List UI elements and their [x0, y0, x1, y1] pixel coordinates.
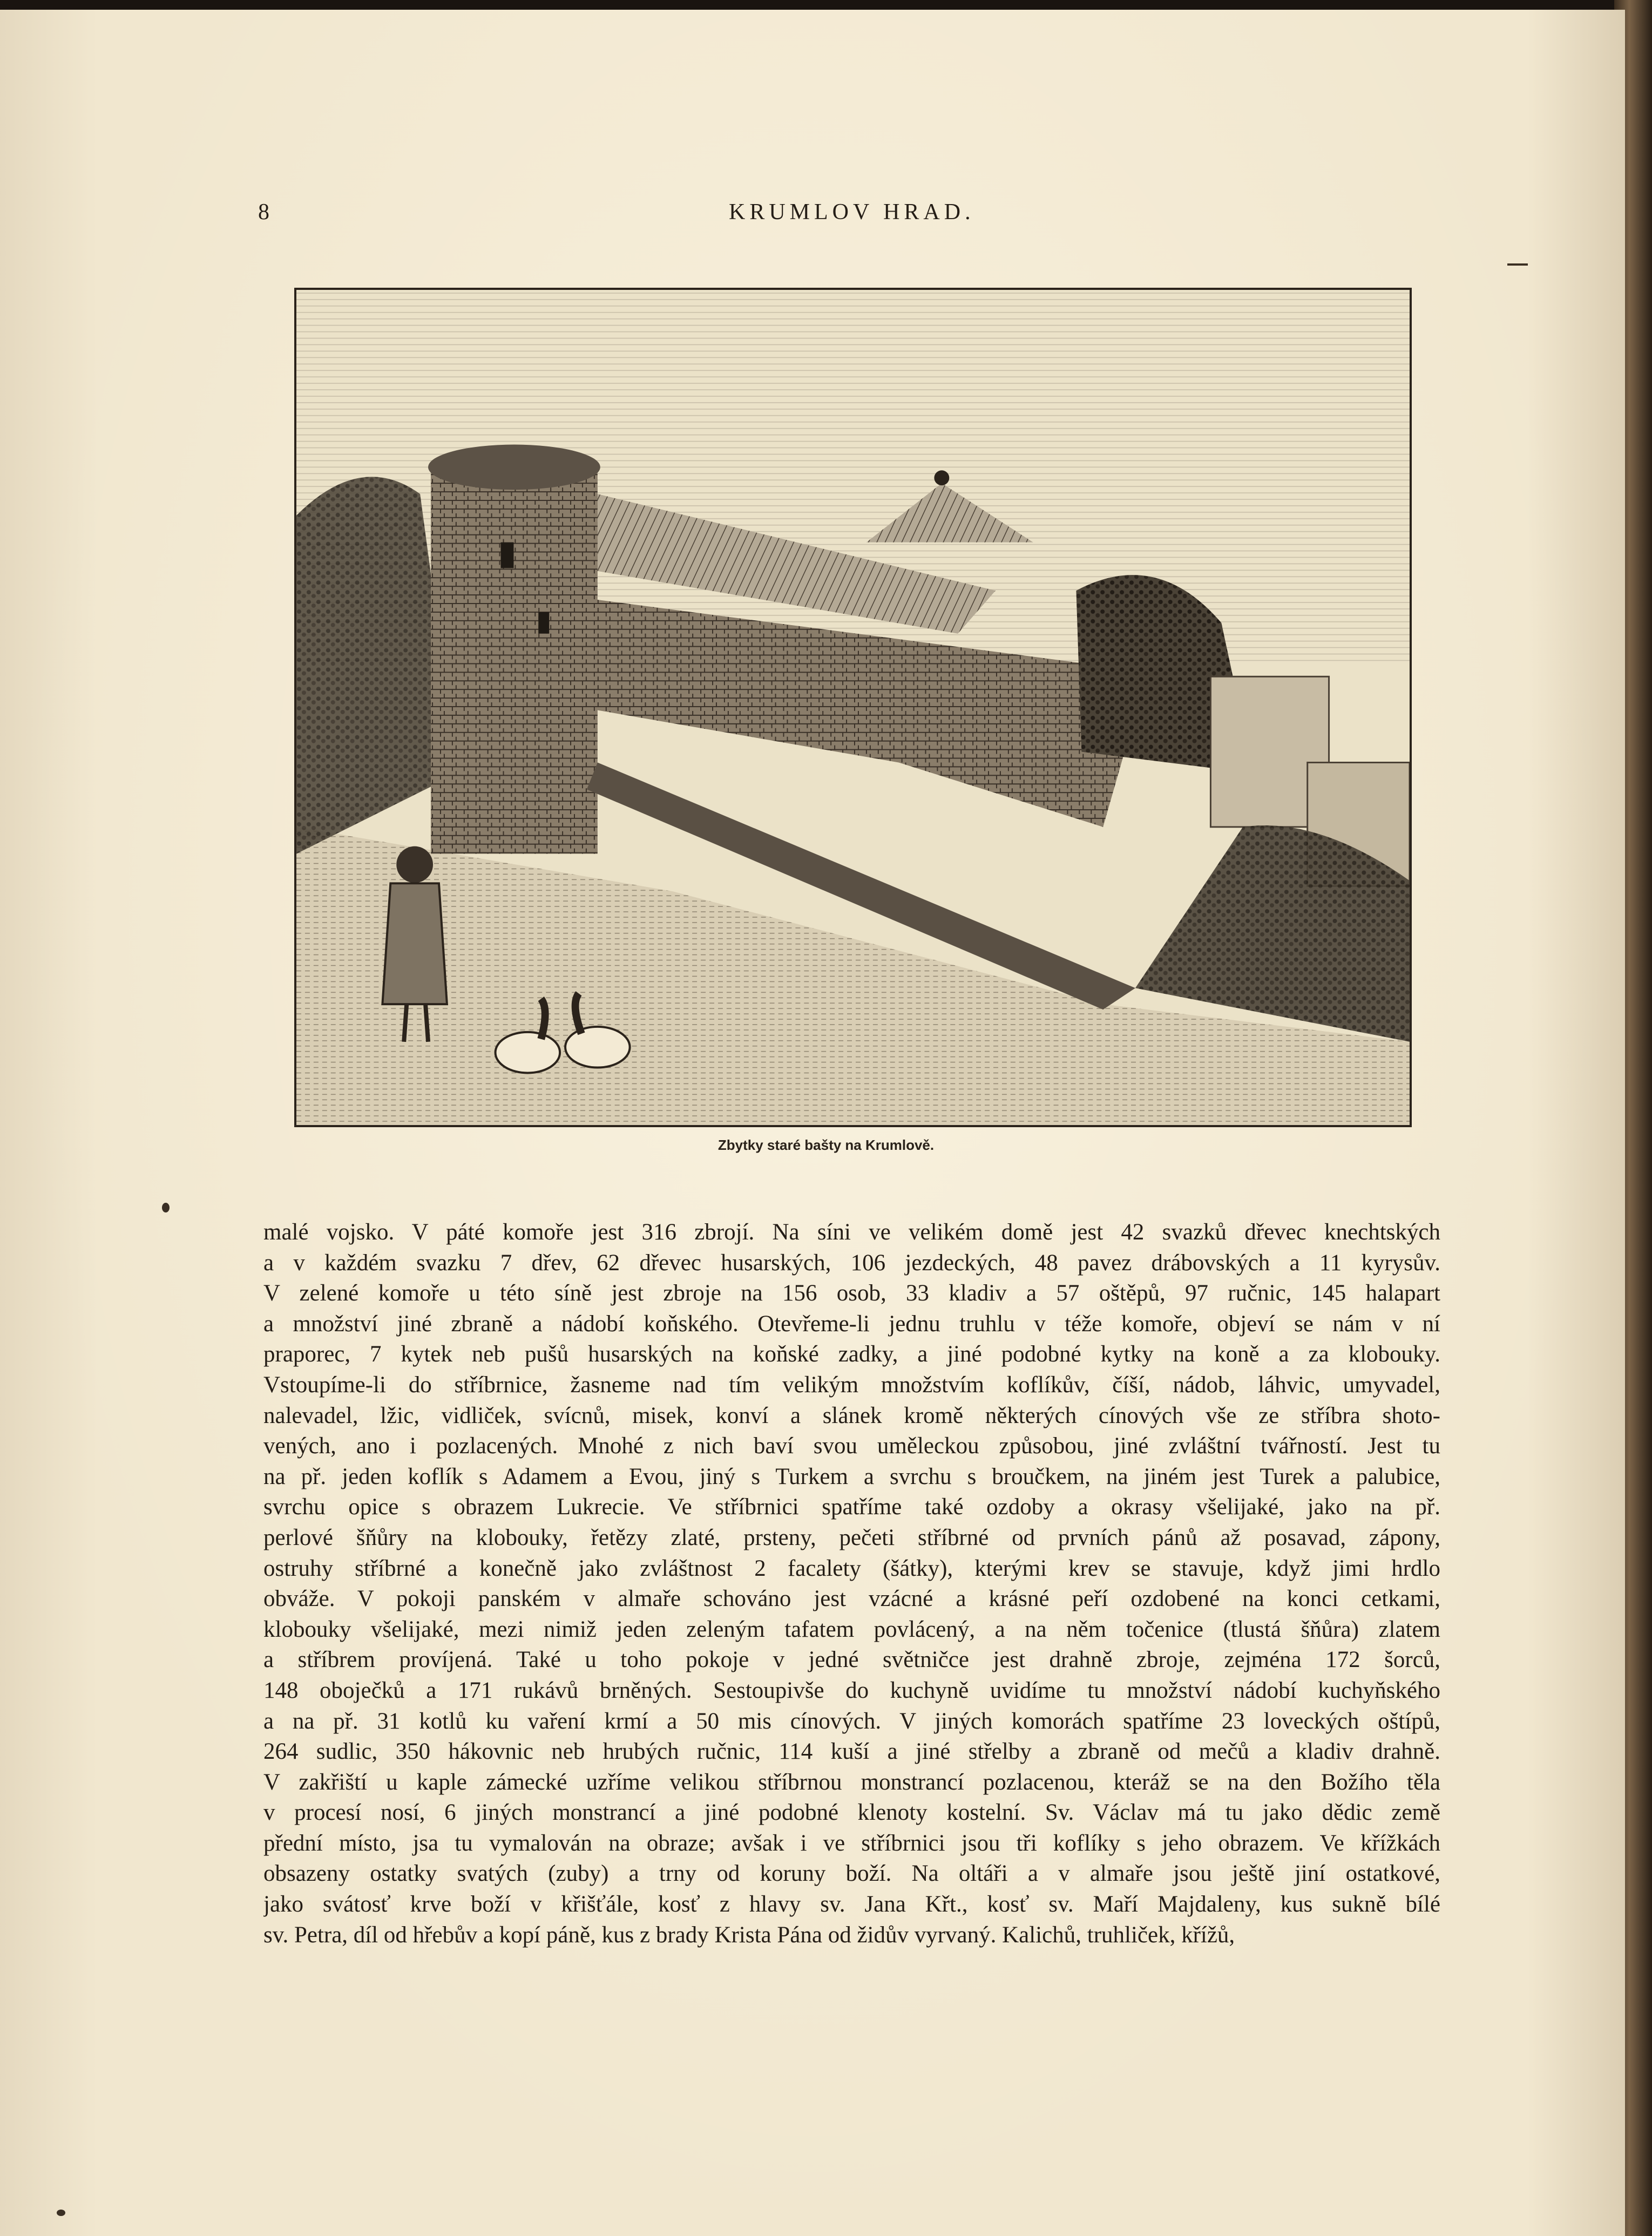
- text-line: a v každém svazku 7 dřev, 62 dřevec husarských, 106 jezdeckých, 48 pavez drábovských a 11 kyrysův.: [263, 1250, 1440, 1276]
- running-title: KRUMLOV HRAD.: [729, 200, 975, 225]
- text-line: přední místo, jsa tu vymalován na obraze; avšak i ve stříbrnici jsou tři koflíky s jeho obrazem. Ve křížkách: [263, 1830, 1440, 1856]
- text-line: malé vojsko. V páté komoře jest 316 zbrojí. Na síni ve velikém domě jest 42 svazků dřevec knechtských: [263, 1219, 1440, 1245]
- text-line: V zelené komoře u této síně jest zbroje na 156 osob, 33 kladiv a 57 oštěpů, 97 ručnic, 145 halapart: [263, 1280, 1440, 1306]
- ink-stain: [57, 2210, 65, 2216]
- text-line: na př. jeden koflík s Adamem a Evou, jiný s Turkem a svrchu s broučkem, na jiném jest Turek a palubice,: [263, 1463, 1440, 1489]
- text-line: V zakřiští u kaple zámecké uzříme velikou stříbrnou monstrancí pozlacenou, kteráž se na den Božího těla: [263, 1769, 1440, 1795]
- text-line: obváže. V pokoji panském v almaře schováno jest vzácné a krásné peří ozdobené na konci cetkami,: [263, 1586, 1440, 1612]
- text-line: a stříbrem províjená. Také u toho pokoje v jedné světničce jest drahně zbroje, zejména 172 šorců,: [263, 1647, 1440, 1673]
- text-line: a na př. 31 kotlů ku vaření krmí a 50 mis cínových. V jiných komorách spatříme 23 loveckých oštípů,: [263, 1708, 1440, 1734]
- margin-mark: [1507, 263, 1528, 266]
- text-line: Vstoupíme-li do stříbrnice, žasneme nad tím velikým množstvím koflíkův, číší, nádob, láhvic, umyvadel,: [263, 1372, 1440, 1398]
- running-head: [0, 196, 1625, 228]
- body-text: [263, 1217, 1440, 1950]
- text-line: perlové šňůry na klobouky, řetězy zlaté, prsteny, pečeti stříbrné od prvních pánů až posavad, zápony,: [263, 1524, 1440, 1550]
- text-line: obsazeny ostatky svatých (zuby) a trny od koruny boží. Na oltáři a v almaře jsou ještě jiní ostatkové,: [263, 1861, 1440, 1887]
- text-line: vených, ano i pozlacených. Mnohé z nich baví svou uměleckou způsobou, jiné zvláštní tvářností. Jest tu: [263, 1433, 1440, 1459]
- text-line: a množství jiné zbraně a nádobí koňského. Otevřeme-li jednu truhlu v téže komoře, objeví se nám v ní: [263, 1311, 1440, 1337]
- text-line: nalevadel, lžic, vidliček, svícnů, misek, konví a slánek kromě některých cínových vše ze stříbra shoto-: [263, 1402, 1440, 1428]
- figure-caption: Zbytky staré bašty na Krumlově.: [717, 1137, 935, 1153]
- text-line: 148 oboječků a 171 rukávů brněných. Sestoupivše do kuchyně uvidíme tu množství nádobí kuchyňského: [263, 1677, 1440, 1703]
- text-line: svrchu opice s obrazem Lukrecie. Ve stříbrnici spatříme také ozdoby a okrasy všelijaké, jako na př.: [263, 1494, 1440, 1520]
- text-line: jako svátosť krve boží v křišťále, kosť z hlavy sv. Jana Křt., kosť sv. Maří Majdaleny, kus sukně bílé: [263, 1892, 1440, 1917]
- engraving-illustration: [294, 288, 1412, 1127]
- text-line: klobouky všelijaké, mezi nimiž jeden zeleným tafatem povlácený, a na něm točenice (tlustá šňůra) zlatem: [263, 1616, 1440, 1642]
- text-line: praporec, 7 kytek neb pušů husarských na koňské zadky, a jiné podobné kytky na koně a za klobouky.: [263, 1341, 1440, 1367]
- text-line: 264 sudlic, 350 hákovnic neb hrubých ručnic, 114 kuší a jiné střelby a zbraně od mečů a kladiv drahně.: [263, 1739, 1440, 1765]
- book-page: [0, 10, 1625, 2236]
- page-number: 8: [258, 200, 269, 225]
- text-line: v procesí nosí, 6 jiných monstrancí a jiné podobné klenoty kostelní. Sv. Václav má tu jako dědic země: [263, 1800, 1440, 1826]
- text-line: sv. Petra, díl od hřebův a kopí páně, kus z brady Krista Pána od židův vyrvaný. Kalichů, truhliček, křížů,: [263, 1922, 1235, 1948]
- text-line: ostruhy stříbrné a konečně jako zvláštnost 2 facalety (šátky), kterými krev se stavuje, když jimi hrdlo: [263, 1555, 1440, 1581]
- ink-stain: [162, 1203, 170, 1212]
- castle-bastion-engraving: [296, 290, 1410, 1125]
